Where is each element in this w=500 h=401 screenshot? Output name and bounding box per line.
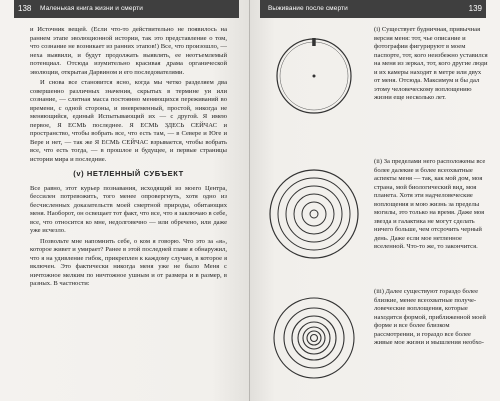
paragraph: Все равно, этот курьер познавания, исходящий из моего Центра, бессилен потревожить, того менее опровергнуть, хотя одно из бесчисленных доказательств моей смертной природы, обитающих меня. Наоборот, он освещает тот факт, что все, что я заключаю в себе, все, что относится ко мне, недолговечно — или обречено, или даже уже исчезло. [30, 184, 227, 234]
paragraph: И снова все становится ясно, когда мы четко разделяем два совершенно различных значения, скрытых в термине уи или сознание, — слитная масса постоянно меняющихся переживаний во времени, с одной стороны, и вневременный, простой, никогда не меняющийся, единый Испытывающий их — с другой. Я имею первое, Я ЕСМЬ последнее. Я ЕСМЬ ЗДЕСЬ СЕЙЧАС и пространство, чтобы вобрать все, что есть там, — в Севере и Юге и Вере и нет, — так же Я ЕСМЬ СЕЙЧАС взрывается, чтобы вобрать все, что есть тогда, — в прошлое и будущее, и первые страницы истории мира и последние. [30, 79, 227, 163]
running-head: Выживание после смерти [268, 5, 348, 12]
figure-caption-1 [374, 26, 488, 103]
caption-text: (iii) Далее существуют гораздо более близкие, менее всеохватные получеловеческие воплощения, которые находятся формой, приближенной моей форме и все более близком рассмотрении, и гораздо все более живые мое жизни и мышления необхо- [374, 288, 486, 346]
caption-text: (ii) За пределами него расположены все более далекие и более всеохватные аспекты меня — так, как мой дом, моя страна, мой биологический вид, моя планета. Хотя эти надчеловеческие воплощения и мою жизнь за пределы могилы, это только на время. Даже моя звезда и галактика не могут сделать ничего больше, чем отсрочить черный день. Даже если мое нетленное вселенной. Что-то же, то закончится. [374, 158, 486, 250]
figure-concentric-rings [268, 166, 364, 266]
section-heading: (v) НЕТЛЕННЫЙ СУБЪЕКТ [73, 169, 184, 178]
paragraph: Позвольте мне напомнить себе, о ком я говорю. Что это за «я», которое живет и умирает? Ранее в этой последней главе я обнаружил, что я на удивление гибок, прикреплен к каждому случаю, в которое я включен. Это фактически никогда меня уже не было Меня с ничтожное мелким по ничтожное ушным и от размера и в размер, в разных. В частности: [30, 237, 227, 287]
page-number: 139 [468, 4, 482, 13]
paragraph: и Источник вещей. (Если что-то действительно не появилось на раннем этапе эволюционной истории, так это представление о том, что сознание не возникает из ранних этапов!) Все, что произошло, — неха выявили, и будут продолжать выявлять, ее неотъемлемый потенциал. Отсюда изумительно красивая драма органической эволюции, открытая Дарвином и его последователями. [30, 26, 227, 76]
figure-caption-2 [374, 158, 488, 252]
figure-single-ring [268, 32, 364, 122]
running-head: Маленькая книга жизни и смерти [40, 5, 143, 12]
left-page-body [30, 26, 227, 289]
right-page-header [260, 0, 486, 18]
figure-person-marker [312, 38, 316, 46]
right-page [250, 0, 500, 401]
caption-text: (i) Существует будничная, привычная версия меня: тот, чье описание и фотографии фигурируют в моем паспорте, тот, кого неизбежно уставился на меня из зеркал, тот, кого другие люди и их камеры находят в метре или двух от меня. Отсюда. Максимум и бы дал этому человеческому воплощению жизни еще несколько лет. [374, 26, 488, 101]
left-page-header [14, 0, 239, 18]
figure-caption-3 [374, 288, 488, 348]
figure-dense-rings [268, 292, 364, 392]
page-number: 138 [18, 4, 32, 13]
